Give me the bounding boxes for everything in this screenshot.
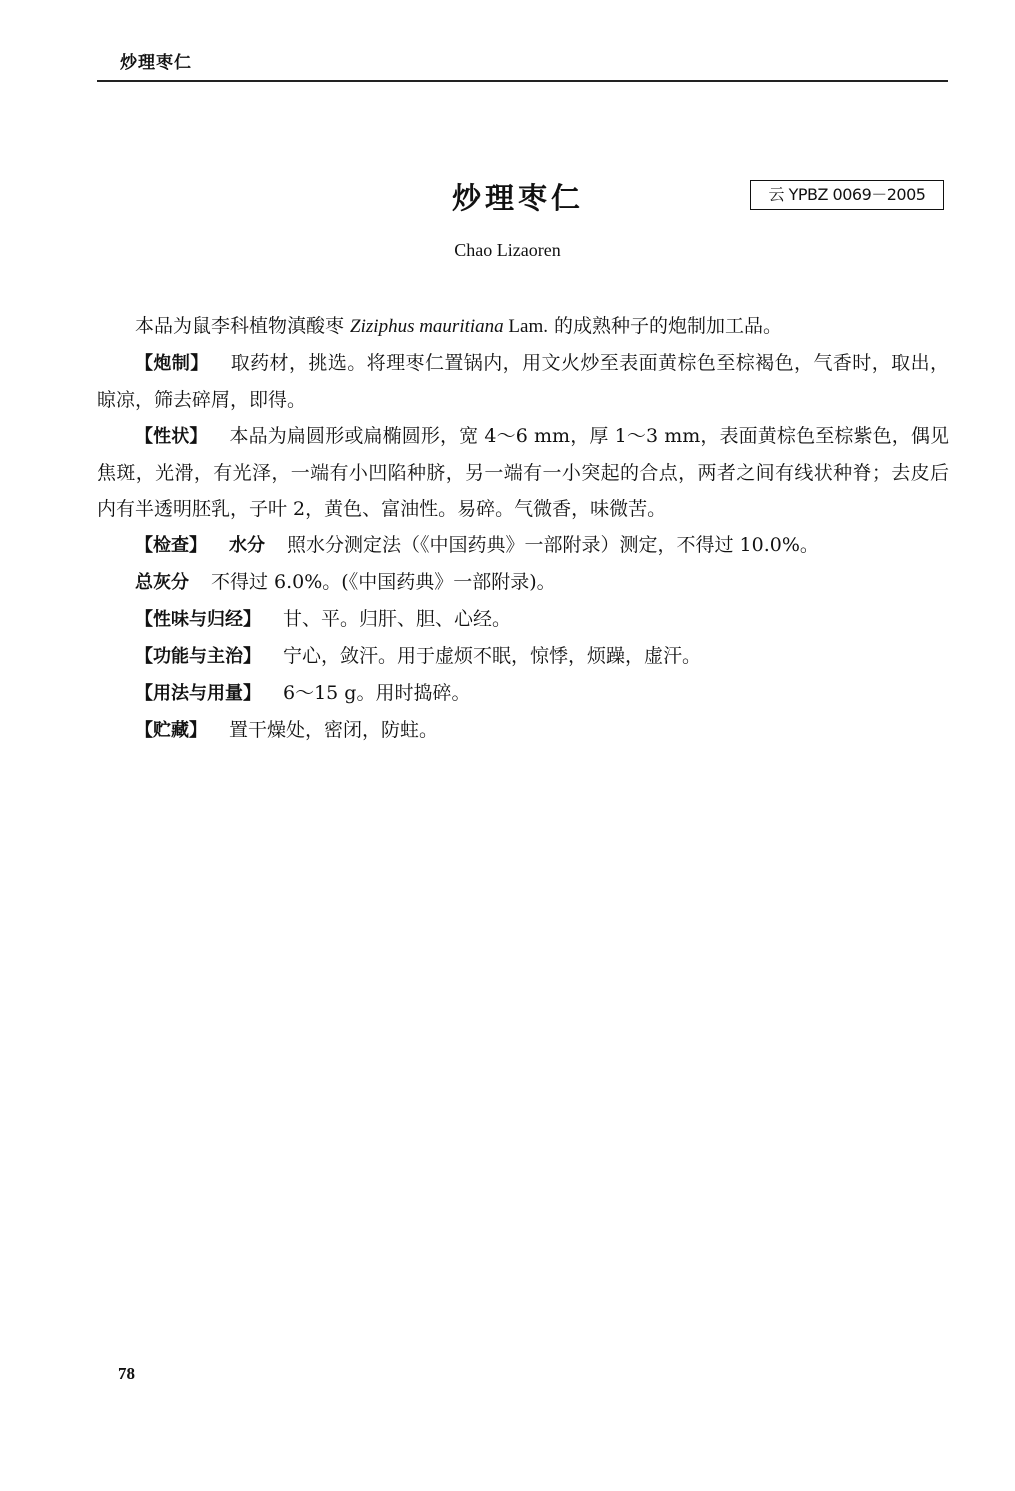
nature-text: 甘、平。归肝、胆、心经。 (283, 608, 512, 630)
description-text: 本品为扁圆形或扁椭圆形，宽 4～6 mm，厚 1～3 mm，表面黄棕色至棕紫色，偶见焦斑，光滑，有光泽，一端有小凹陷种脐，另一端有一小突起的合点，两者之间有线状种脊；去皮后内有半透明胚乳，子叶 2，黄色、富油性。易碎。气微香，味微苦。 (97, 425, 949, 520)
header-rule (97, 80, 948, 82)
standard-code-box: 云 YPBZ 0069－2005 (750, 180, 944, 210)
running-head: 炒理枣仁 (120, 53, 192, 73)
inspection-section (97, 527, 949, 564)
pinyin-title: Chao Lizaoren (454, 240, 561, 260)
moisture-label: 水分 (229, 535, 265, 556)
ash-label: 总灰分 (135, 572, 189, 593)
storage-label: 【贮藏】 (135, 720, 207, 741)
intro-latin-name: Ziziphus mauritiana (350, 316, 504, 337)
nature-section (97, 601, 949, 638)
function-label: 【功能与主治】 (135, 646, 261, 667)
processing-section (97, 345, 949, 418)
intro-paragraph (97, 308, 949, 345)
monograph-body (97, 308, 949, 749)
page-title: 炒理枣仁 (452, 181, 585, 215)
page-number: 78 (118, 1364, 135, 1383)
dosage-section (97, 675, 949, 712)
function-section (97, 638, 949, 675)
dosage-text: 6～15 g。用时捣碎。 (283, 682, 471, 704)
intro-after: 的成熟种子的炮制加工品。 (548, 315, 783, 337)
dosage-label: 【用法与用量】 (135, 683, 261, 704)
processing-text: 取药材，挑选。将理枣仁置锅内，用文火炒至表面黄棕色至棕褐色，气香时，取出，晾凉，筛去碎屑，即得。 (97, 352, 949, 411)
ash-text: 不得过 6.0%。(《中国药典》一部附录)。 (211, 571, 556, 593)
storage-text: 置干燥处，密闭，防蛀。 (229, 719, 439, 741)
function-text: 宁心，敛汗。用于虚烦不眠，惊悸，烦躁，虚汗。 (283, 645, 702, 667)
description-label: 【性状】 (135, 426, 208, 447)
description-section (97, 418, 949, 527)
ash-section (97, 564, 949, 601)
storage-section (97, 712, 949, 749)
processing-label: 【炮制】 (135, 353, 209, 374)
intro-before: 本品为鼠李科植物滇酸枣 (135, 315, 351, 337)
moisture-text: 照水分测定法（《中国药典》一部附录）测定，不得过 10.0%。 (287, 534, 819, 556)
inspection-label: 【检查】 (135, 535, 207, 556)
intro-author: Lam. (503, 316, 548, 337)
nature-label: 【性味与归经】 (135, 609, 261, 630)
